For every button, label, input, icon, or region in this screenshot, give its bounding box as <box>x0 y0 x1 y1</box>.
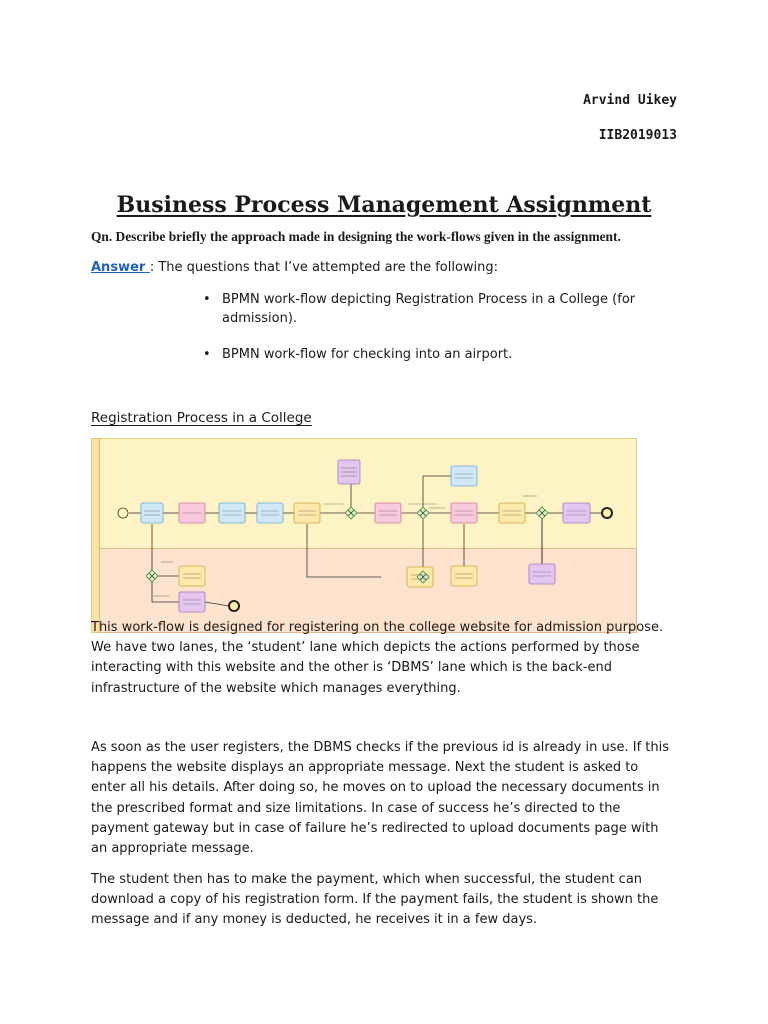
bullet-list <box>222 290 662 381</box>
task-box <box>141 503 163 523</box>
paragraph: This work-flow is designed for registering on the college website for admission purpose. We have two lanes, the ‘student’ lane which depicts the actions performed by those interacting with this website and the other is ‘DBMS’ lane which is the back-end infrastructure of the website which manages everything. <box>91 620 664 696</box>
task-box <box>179 566 205 586</box>
task-box <box>499 503 525 523</box>
answer-text: : The questions that I’ve attempted are the following: <box>149 260 499 275</box>
paragraph: As soon as the user registers, the DBMS checks if the previous id is already in use. If this happens the website displays an appropriate message. Next the student is asked to enter all his details. After doing so, he moves on to upload the necessary documents in the prescribed format and size limitations. In case of success he’s directed to the payment gateway but in case of failure he’s redirected to upload documents page with an appropriate message. <box>91 740 670 857</box>
answer-label: Answer <box>91 260 150 275</box>
task-box <box>179 592 205 612</box>
pool-header <box>92 439 100 633</box>
bullet-item: • BPMN work-flow for checking into an airport. <box>222 345 662 364</box>
task-box <box>375 503 401 523</box>
task-box <box>294 503 320 523</box>
author-id: IIB2019013 <box>598 128 677 143</box>
end-event <box>602 508 612 518</box>
paragraph: The student then has to make the payment, which when successful, the student can download a copy of his registration form. If the payment fails, the student is shown the message and if any money is deducted, he receives it in a few days. <box>91 872 659 928</box>
task-box <box>563 503 590 523</box>
author-name: Arvind Uikey <box>583 93 677 108</box>
task-box <box>451 503 477 523</box>
section-heading: Registration Process in a College <box>91 410 312 426</box>
task-box <box>257 503 283 523</box>
end-event <box>229 601 239 611</box>
task-box <box>219 503 245 523</box>
student-lane <box>92 439 637 549</box>
question-text: Qn. Describe briefly the approach made in designing the work-flows given in the assignment. <box>91 229 621 244</box>
start-event <box>118 508 128 518</box>
task-box <box>451 566 477 586</box>
document-title: Business Process Management Assignment <box>116 192 652 218</box>
bpmn-diagram <box>91 438 637 633</box>
task-box <box>529 564 555 584</box>
bullet-item: • BPMN work-flow depicting Registration Process in a College (for admission). <box>222 290 662 328</box>
task-box <box>451 466 477 486</box>
answer-line <box>91 260 498 275</box>
